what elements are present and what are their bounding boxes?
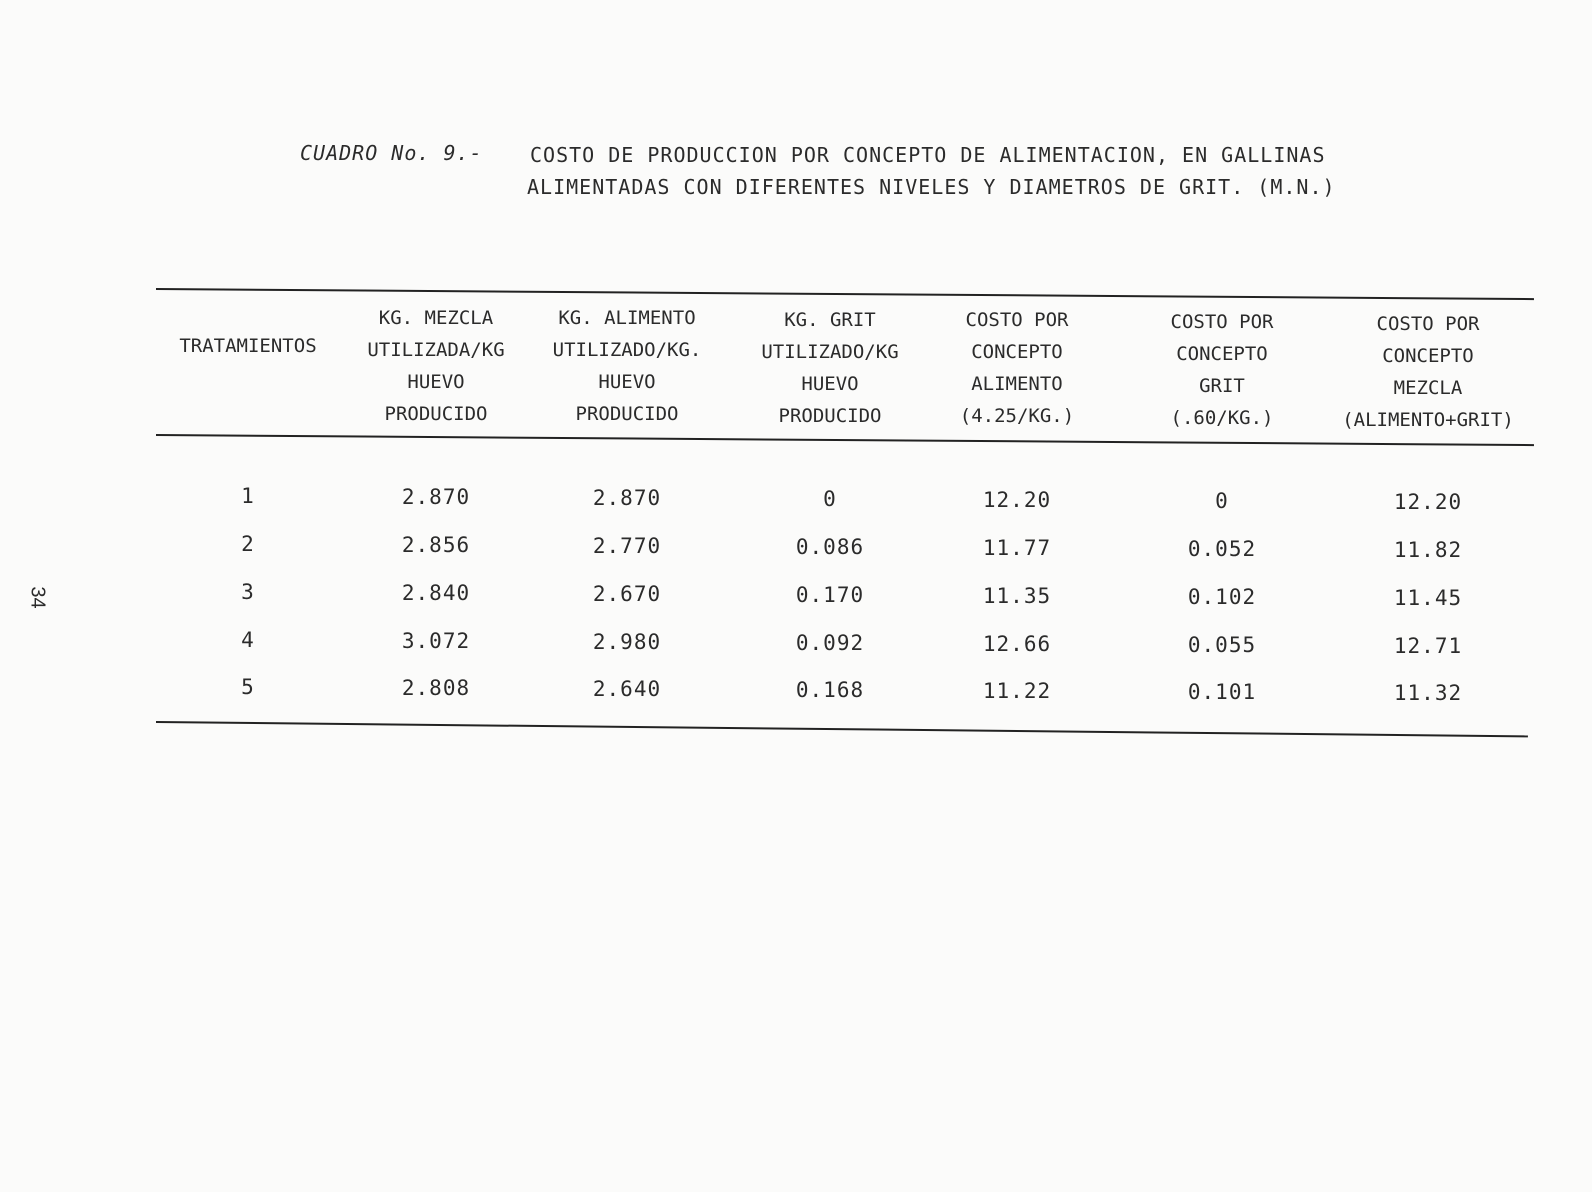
column-header-line: PRODUCIDO bbox=[384, 403, 488, 425]
table-cell: 2.670 bbox=[592, 582, 662, 606]
column-header-line: COSTO POR bbox=[965, 309, 1069, 331]
table-cell: 2.770 bbox=[592, 534, 662, 558]
column-header-line bbox=[153, 362, 343, 394]
table-cell: 0.055 bbox=[1187, 633, 1257, 657]
column-header-line: (ALIMENTO+GRIT) bbox=[1342, 409, 1514, 431]
column-header-7 bbox=[1333, 308, 1523, 436]
table-cell: 11.45 bbox=[1393, 586, 1463, 610]
table-cell: 0.102 bbox=[1187, 585, 1257, 609]
column-header-line bbox=[153, 394, 343, 426]
page-number: 34 bbox=[26, 586, 49, 609]
column-header-2 bbox=[341, 302, 531, 430]
column-header-line: COSTO POR bbox=[1170, 311, 1274, 333]
column-header-line: UTILIZADO/KG bbox=[761, 341, 899, 363]
table-caption-line-2: ALIMENTADAS CON DIFERENTES NIVELES Y DIAMETROS DE GRIT. (M.N.) bbox=[527, 175, 1336, 199]
column-header-line: TRATAMIENTOS bbox=[179, 335, 317, 357]
table-cell: 0.168 bbox=[795, 678, 865, 702]
table-header-rule bbox=[156, 434, 1534, 446]
column-header-line: GRIT bbox=[1199, 375, 1245, 397]
table-cell: 0.170 bbox=[795, 583, 865, 607]
table-cell: 12.71 bbox=[1393, 634, 1463, 658]
table-cell: 11.32 bbox=[1393, 681, 1463, 705]
column-header-5 bbox=[922, 304, 1112, 432]
table-cell: 2.980 bbox=[592, 630, 662, 654]
column-header-line bbox=[153, 298, 343, 330]
column-header-3 bbox=[532, 302, 722, 430]
table-cell: 11.22 bbox=[982, 679, 1052, 703]
column-header-1 bbox=[153, 298, 343, 426]
treatment-number: 2 bbox=[241, 532, 255, 556]
column-header-line: UTILIZADO/KG. bbox=[552, 339, 702, 361]
table-caption-label: CUADRO No. 9.- bbox=[300, 141, 483, 165]
column-header-line: KG. GRIT bbox=[784, 309, 876, 331]
table-cell: 12.20 bbox=[1393, 490, 1463, 514]
column-header-line: KG. ALIMENTO bbox=[558, 307, 696, 329]
column-header-4 bbox=[735, 304, 925, 432]
table-cell: 3.072 bbox=[401, 629, 471, 653]
treatment-number: 4 bbox=[241, 628, 255, 652]
table-cell: 2.640 bbox=[592, 677, 662, 701]
table-cell: 11.82 bbox=[1393, 538, 1463, 562]
column-header-line: (4.25/KG.) bbox=[959, 405, 1075, 427]
column-header-6 bbox=[1127, 306, 1317, 434]
table-bottom-rule bbox=[156, 721, 1528, 737]
table-cell: 2.856 bbox=[401, 533, 471, 557]
column-header-line: (.60/KG.) bbox=[1170, 407, 1274, 429]
table-cell: 12.66 bbox=[982, 632, 1052, 656]
column-header-line: MEZCLA bbox=[1393, 377, 1463, 399]
column-header-line: UTILIZADA/KG bbox=[367, 339, 505, 361]
table-cell: 12.20 bbox=[982, 488, 1052, 512]
table-cell: 2.870 bbox=[401, 485, 471, 509]
column-header-line: CONCEPTO bbox=[1382, 345, 1474, 367]
column-header-line: ALIMENTO bbox=[971, 373, 1063, 395]
column-header-line: HUEVO bbox=[598, 371, 656, 393]
column-header-line: KG. MEZCLA bbox=[378, 307, 494, 329]
table-cell: 2.870 bbox=[592, 486, 662, 510]
table-cell: 0.092 bbox=[795, 631, 865, 655]
table-cell: 0 bbox=[823, 487, 837, 511]
table-caption-line-1: COSTO DE PRODUCCION POR CONCEPTO DE ALIMENTACION, EN GALLINAS bbox=[530, 143, 1326, 167]
table-cell: 2.808 bbox=[401, 676, 471, 700]
treatment-number: 1 bbox=[241, 484, 255, 508]
column-header-line: PRODUCIDO bbox=[575, 403, 679, 425]
table-top-rule bbox=[156, 288, 1534, 300]
column-header-line: HUEVO bbox=[407, 371, 465, 393]
column-header-line: COSTO POR bbox=[1376, 313, 1480, 335]
table-cell: 0.101 bbox=[1187, 680, 1257, 704]
table-cell: 0.086 bbox=[795, 535, 865, 559]
table-cell: 11.35 bbox=[982, 584, 1052, 608]
column-header-line: HUEVO bbox=[801, 373, 859, 395]
table-cell: 11.77 bbox=[982, 536, 1052, 560]
table-cell: 2.840 bbox=[401, 581, 471, 605]
column-header-line: CONCEPTO bbox=[1176, 343, 1268, 365]
column-header-line: CONCEPTO bbox=[971, 341, 1063, 363]
treatment-number: 5 bbox=[241, 675, 255, 699]
table-cell: 0 bbox=[1215, 489, 1229, 513]
table-cell: 0.052 bbox=[1187, 537, 1257, 561]
treatment-number: 3 bbox=[241, 580, 255, 604]
column-header-line: PRODUCIDO bbox=[778, 405, 882, 427]
